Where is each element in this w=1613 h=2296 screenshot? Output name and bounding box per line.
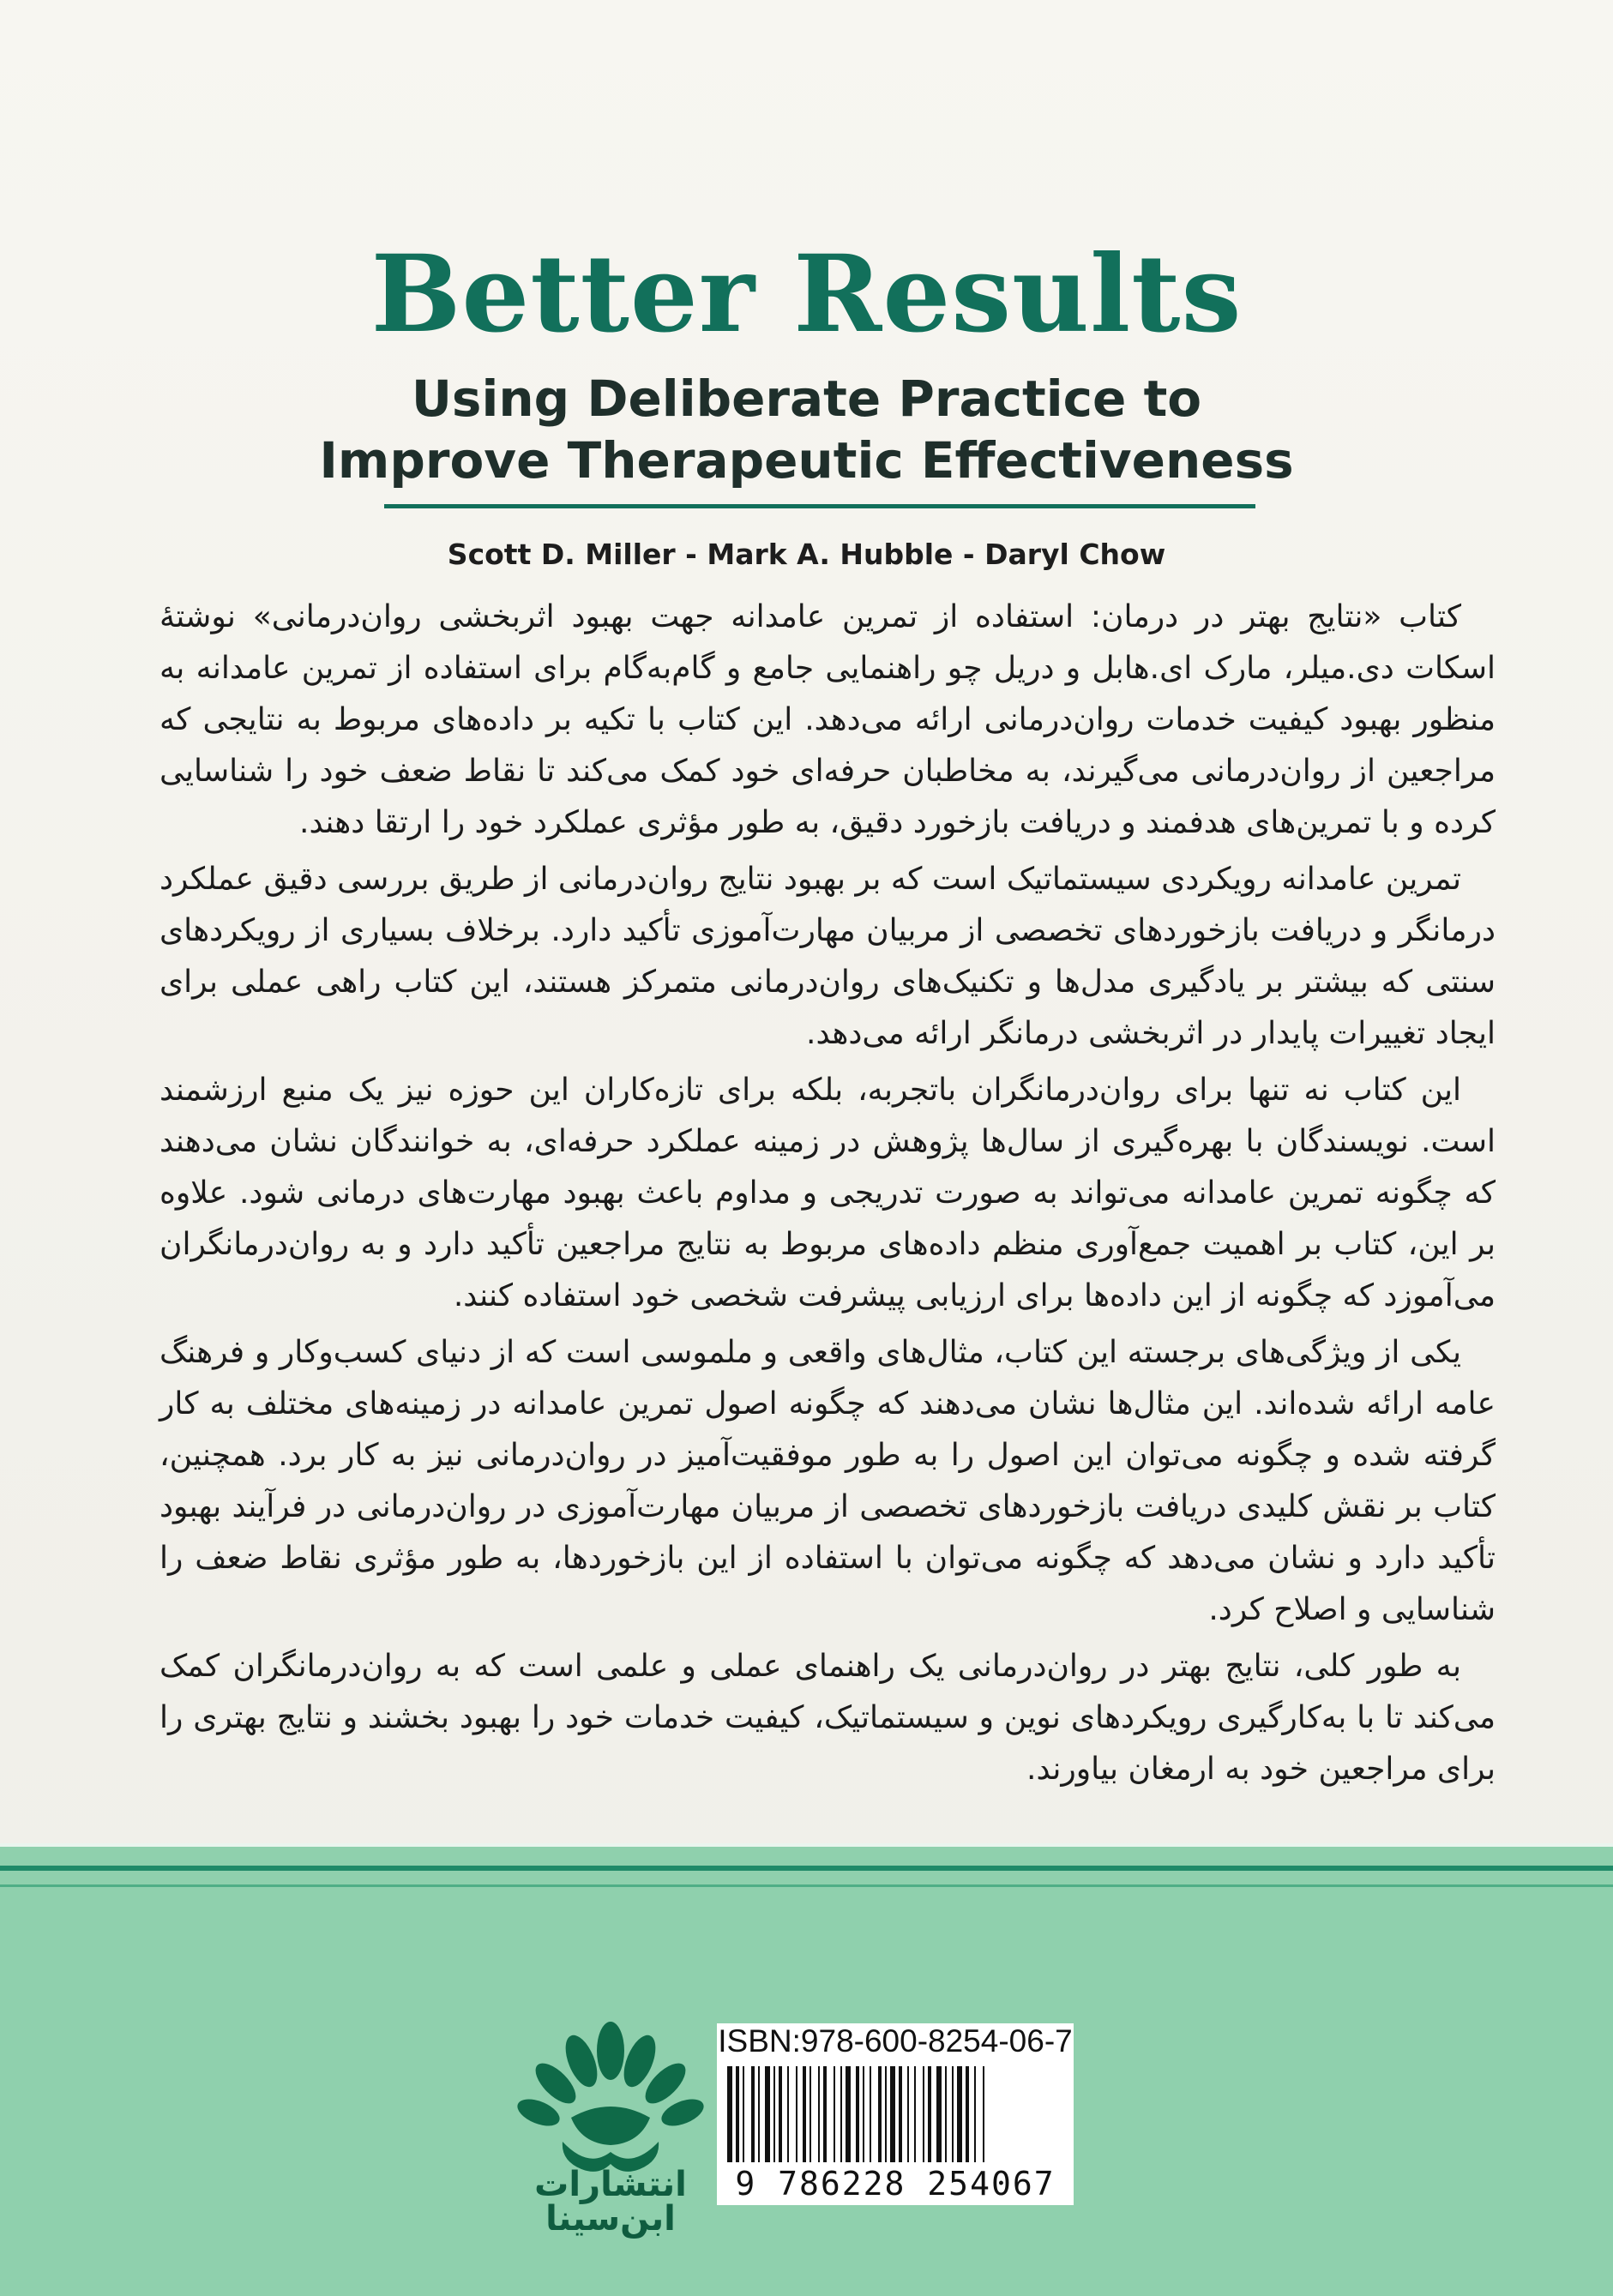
description-paragraph-4: یکی از ویژگی‌های برجسته این کتاب، مثال‌های واقعی و ملموسی است که از دنیای کسب‌وکار و فرهنگ عامه ارائه شده‌اند. این مثال‌ها نشان می‌دهند که چگونه اصول تمرین عامدانه در زمینه‌های مختلف به کار گرفته شده و چگونه می‌توان این اصول را به طور موفقیت‌آمیز در روان‌درمانی نیز به کار برد. همچنین، کتاب بر نقش کلیدی دریافت بازخوردهای تخصصی از مربیان مهارت‌آموزی در روان‌درمانی در فرآیند بهبود تأکید دارد و نشان می‌دهد که چگونه می‌توان با استفاده از این بازخوردها، به طور مؤثری نقاط ضعف را شناسایی و اصلاح کرد. [159, 1335, 1496, 1627]
band-divider-light [0, 1843, 1613, 1847]
band-divider-mid [0, 1884, 1613, 1887]
book-description [159, 592, 1496, 1800]
band-divider-dark [0, 1866, 1613, 1871]
description-paragraph-5: به طور کلی، نتایج بهتر در روان‌درمانی یک راهنمای عملی و علمی است که به روان‌درمانگران کمک می‌کند تا با به‌کارگیری رویکردهای نوین و سیستماتیک، کیفیت خدمات خود را بهبود بخشند و نتایج بهتری را برای مراجعین خود به ارمغان بیاورند. [159, 1649, 1496, 1787]
publisher-name: انتشارات ابن‌سینا [534, 2165, 687, 2239]
book-subtitle-line-1: Using Deliberate Practice to [411, 370, 1202, 428]
title-underline-divider [384, 504, 1255, 508]
isbn-barcode-block [717, 2023, 1074, 2205]
authors-line: Scott D. Miller - Mark A. Hubble - Daryl Chow [447, 538, 1166, 571]
description-paragraph-1: کتاب «نتایج بهتر در درمان: استفاده از تمرین عامدانه جهت بهبود اثربخشی روان‌درمانی» نوشتهٔ اسکات دی.میلر، مارک ای.هابل و دریل چو راهنمایی جامع و گام‌به‌گام برای استفاده از تمرین عامدانه به منظور بهبود کیفیت خدمات روان‌درمانی ارائه می‌دهد. این کتاب با تکیه بر داده‌های مربوط به نتایجی که مراجعین از روان‌درمانی می‌گیرند، به مخاطبان حرفه‌ای خود کمک می‌کند تا نقاط ضعف خود را شناسایی کرده و با تمرین‌های هدفمند و دریافت بازخورد دقیق، به طور مؤثری عملکرد خود را ارتقا دهند. [159, 599, 1496, 840]
description-paragraph-2: تمرین عامدانه رویکردی سیستماتیک است که بر بهبود نتایج روان‌درمانی از طریق بررسی دقیق عملکرد درمانگر و دریافت بازخوردهای تخصصی از مربیان مهارت‌آموزی تأکید دارد. برخلاف بسیاری از رویکردهای سنتی که بیشتر بر یادگیری مدل‌ها و تکنیک‌های روان‌درمانی متمرکز هستند، این کتاب راهی عملی برای ایجاد تغییرات پایدار در اثربخشی درمانگر ارائه می‌دهد. [159, 862, 1496, 1051]
book-subtitle-line-2: Improve Therapeutic Effectiveness [319, 431, 1294, 490]
book-title: Better Results [370, 232, 1243, 357]
barcode-icon [724, 2066, 1067, 2162]
isbn-label: ISBN:978-600-8254-06-7 [718, 2023, 1073, 2059]
description-paragraph-3: این کتاب نه تنها برای روان‌درمانگران باتجربه، بلکه برای تازه‌کاران این حوزه نیز یک منبع ارزشمند است. نویسندگان با بهره‌گیری از سال‌ها پژوهش در زمینه عملکرد حرفه‌ای، به خوانندگان نشان می‌دهند که چگونه تمرین عامدانه می‌تواند به صورت تدریجی و مداوم باعث بهبود مهارت‌های درمانی شود. علاوه بر این، کتاب بر اهمیت جمع‌آوری منظم داده‌های مربوط به نتایج مراجعین تأکید دارد و به روان‌درمانگران می‌آموزد که چگونه از این داده‌ها برای ارزیابی پیشرفت شخصی خود استفاده کنند. [159, 1073, 1496, 1313]
barcode-digits: 9 786228 254067 [735, 2165, 1056, 2203]
